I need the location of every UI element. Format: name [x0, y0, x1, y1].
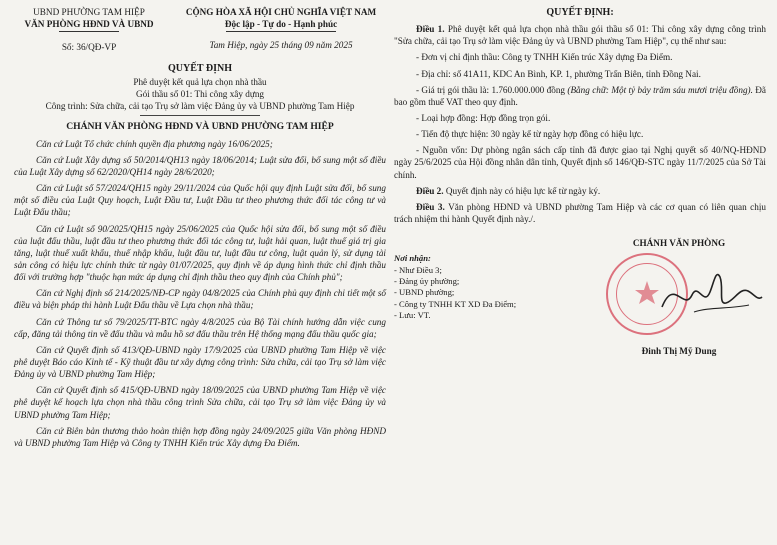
legal-basis-item: Căn cứ Luật Xây dựng số 50/2014/QH13 ngày 18/06/2014; Luật sửa đổi, bổ sung một số điều của Luật Xây dựng số 62/2020/QH14 ngày 28/6/2020;	[14, 154, 386, 177]
handwritten-signature	[654, 257, 764, 327]
nation-name: CỘNG HÒA XÃ HỘI CHỦ NGHĨA VIỆT NAM	[185, 7, 377, 17]
org-underline	[59, 31, 119, 32]
article-1-item: - Nguồn vốn: Dự phòng ngân sách cấp tỉnh đã được giao tại Nghị quyết số 40/NQ-HĐND ngày 25/6/2025 của Hội đồng nhân dân tỉnh, Quyết định số 146/QĐ-STC ngày 11/7/2025 của Sở Tài chính.	[394, 145, 766, 180]
decision-subtitle-2: Gói thầu số 01: Thi công xây dựng	[135, 88, 265, 99]
article-1-text: Phê duyệt kết quả lựa chọn nhà thầu gói thầu số 01: Thi công xây dựng công trình "Sửa chữa, cải tạo Trụ sở làm việc Đảng ủy và UBND phường Tam Hiệp", cụ thể như sau:	[394, 24, 766, 47]
national-heading	[176, 6, 386, 53]
signer-name: Đinh Thị Mỹ Dung	[641, 346, 717, 357]
document-header	[14, 6, 386, 53]
contract-value-in-words: (Bằng chữ: Một tỷ bảy trăm sáu mươi triệu đồng).	[567, 84, 753, 95]
title-divider	[140, 115, 260, 116]
recipient-item: - Đảng ủy phường;	[394, 275, 460, 286]
decision-subtitle-1: Phê duyệt kết quả lựa chọn nhà thầu	[133, 76, 267, 87]
legal-basis-item: Căn cứ Quyết định số 415/QĐ-UBND ngày 18/09/2025 của UBND phường Tam Hiệp về việc phê duyệt kế hoạch lựa chọn nhà thầu công trình Sửa chữa, cải tạo Trụ sở làm việc Đảng ủy và UBND phường Tam Hiệp;	[14, 385, 386, 420]
article-2-text: Quyết định này có hiệu lực kể từ ngày ký.	[445, 185, 601, 196]
article-1-item: - Tiến độ thực hiện: 30 ngày kể từ ngày hợp đồng có hiệu lực.	[416, 129, 644, 140]
signature-section	[394, 237, 766, 387]
recipients-heading: Nơi nhận:	[394, 253, 431, 264]
article-3-label: Điều 3.	[416, 201, 445, 212]
org-line-1: UBND PHƯỜNG TAM HIỆP	[33, 7, 145, 17]
decision-title: QUYẾT ĐỊNH	[168, 63, 232, 75]
article-3	[394, 201, 766, 225]
contract-value-prefix: - Giá trị gói thầu là: 1.760.000.000 đồng	[416, 84, 568, 95]
document-number: Số: 36/QĐ-VP	[61, 42, 117, 53]
article-3-text: Văn phòng HĐND và UBND phường Tam Hiệp và các cơ quan có liên quan chịu trách nhiệm thi hành Quyết định này./.	[394, 201, 766, 225]
issuing-authority: CHÁNH VĂN PHÒNG HĐND VÀ UBND PHƯỜNG TAM HIỆP	[66, 121, 334, 133]
article-1-label: Điều 1.	[416, 24, 445, 35]
signer-block	[594, 237, 764, 357]
legal-basis-item: Căn cứ Quyết định số 413/QĐ-UBND ngày 17/9/2025 của UBND phường Tam Hiệp về việc phê duyệt Báo cáo Kinh tế - Kỹ thuật đầu tư xây dựng công trình: Sửa chữa, cải tạo Trụ sở làm việc Đảng ủy và UBND phường Tam Hiệp;	[14, 344, 386, 380]
signer-title: CHÁNH VĂN PHÒNG	[632, 238, 726, 249]
left-column	[14, 6, 386, 449]
recipient-item: - Công ty TNHH KT XD Đa Điểm;	[394, 298, 517, 309]
legal-basis-item: Căn cứ Biên bản thương thảo hoàn thiện hợp đồng ngày 24/09/2025 giữa Văn phòng HĐND và UBND phường Tam Hiệp và Công ty TNHH Kiến trúc Xây dựng Đa Điểm.	[14, 425, 386, 448]
legal-basis-item: Căn cứ Luật số 57/2024/QH15 ngày 29/11/2024 của Quốc hội quy định Luật sửa đổi, bổ sung một số điều của Luật Quy hoạch, Luật Đầu tư, Luật Đầu tư theo phương thức đối tác công tư và Luật Đấu thầu;	[14, 183, 386, 218]
article-1-item: - Loại hợp đồng: Hợp đồng trọn gói.	[416, 113, 551, 124]
article-1	[394, 23, 766, 47]
recipients-block	[394, 253, 574, 387]
right-column	[394, 6, 766, 387]
national-motto: Độc lập - Tự do - Hạnh phúc	[224, 19, 338, 30]
legal-basis-item: Căn cứ Nghị định số 214/2025/NĐ-CP ngày 04/8/2025 của Chính phủ quy định chi tiết một số điều và biện pháp thi hành Luật Đấu thầu về Lựa chọn nhà thầu;	[14, 288, 386, 311]
issuing-org	[14, 6, 164, 53]
recipient-item: - UBND phường;	[394, 287, 455, 298]
article-1-item: - Địa chỉ: số 41A11, KDC An Bình, KP. 1, phường Trấn Biên, tỉnh Đồng Nai.	[416, 68, 701, 79]
motto-underline	[226, 31, 336, 32]
article-2-label: Điều 2.	[416, 185, 444, 196]
legal-basis-item: Căn cứ Luật Tổ chức chính quyền địa phương ngày 16/06/2025;	[36, 138, 273, 149]
legal-basis-item: Căn cứ Thông tư số 79/2025/TT-BTC ngày 4/8/2025 của Bộ Tài chính hướng dẫn việc cung cấp, đăng tải thông tin về đấu thầu và mẫu hồ sơ đấu thầu trên Hệ thống mạng đấu thầu quốc gia;	[14, 316, 386, 339]
contract-value-suffix: Đã bao gồm thuế VAT theo quy định.	[394, 84, 766, 107]
contract-value	[394, 84, 766, 108]
article-2	[394, 185, 766, 197]
org-line-2: VĂN PHÒNG HĐND VÀ UBND	[24, 19, 154, 30]
legal-basis-item: Căn cứ Luật số 90/2025/QH15 ngày 25/06/2025 của Quốc hội sửa đổi, bổ sung một số điều của luật đấu thầu, luật đầu tư theo phương thức đối tác công tư, luật hải quan, luật thuế giá trị gia tăng, luật thuế xuất khẩu, thuế nhập khẩu, luật đầu tư, luật đầu tư công, luật quản lý, sử dụng tài sản công có hiệu lực chính thức từ ngày 01/07/2025, quy định về áp dụng hình thức chỉ định thầu đối với trường hợp "thuộc hạn mức áp dụng chỉ định thầu theo quy định của Chính phủ";	[14, 223, 386, 283]
recipient-item: - Như Điều 3;	[394, 264, 442, 275]
place-date: Tam Hiệp, ngày 25 tháng 09 năm 2025	[209, 40, 353, 51]
decides-heading: QUYẾT ĐỊNH:	[546, 7, 614, 18]
article-1-item: - Đơn vị chỉ định thầu: Công ty TNHH Kiến trúc Xây dựng Đa Điểm.	[416, 52, 673, 63]
recipient-item: - Lưu: VT.	[394, 309, 431, 320]
legal-basis-list	[14, 138, 386, 449]
decision-subtitle-3: Công trình: Sửa chữa, cải tạo Trụ sở làm việc Đảng ủy và UBND phường Tam Hiệp	[45, 100, 355, 111]
